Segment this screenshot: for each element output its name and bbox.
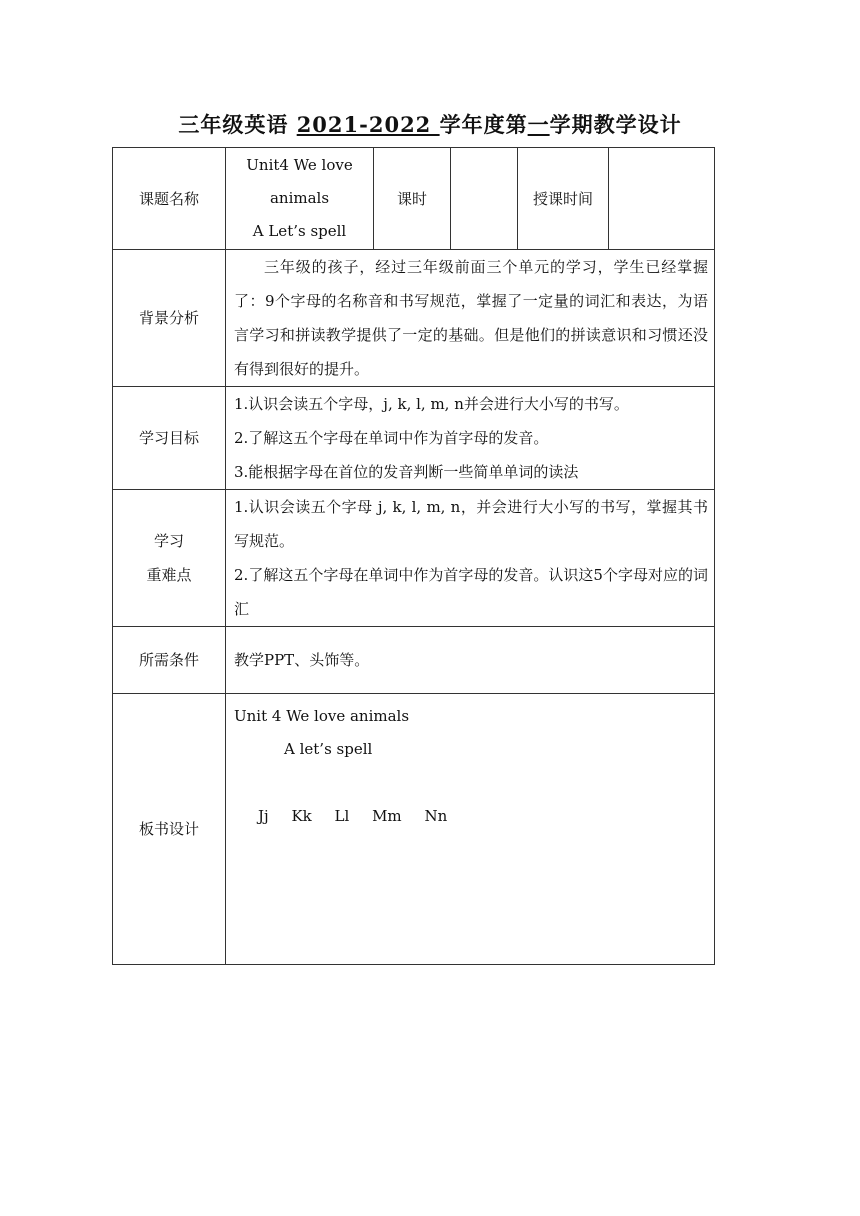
board-letter: Jj — [258, 807, 269, 825]
board-letter: Kk — [291, 807, 312, 825]
board-label: 板书设计 — [113, 694, 226, 965]
time-label: 授课时间 — [518, 148, 609, 250]
title-suffix-b: 学期教学设计 — [549, 112, 682, 137]
topic-label: 课题名称 — [113, 148, 226, 250]
background-label: 背景分析 — [113, 250, 226, 387]
goals-label: 学习目标 — [113, 387, 226, 490]
board-letter: Mm — [372, 807, 402, 825]
title-semester-number: 一 — [527, 112, 550, 137]
difficulty-item: 2.了解这五个字母在单词中作为首字母的发音。认识这5个字母对应的词汇 — [234, 566, 708, 618]
row-background — [113, 250, 715, 387]
background-text-cell — [226, 250, 715, 387]
lesson-plan-table — [112, 147, 715, 965]
title-suffix-a: 学年度第 — [439, 112, 528, 137]
board-letter: Ll — [334, 807, 350, 825]
materials-label: 所需条件 — [113, 627, 226, 694]
topic-line-2: animals — [269, 189, 330, 207]
difficulties-label-line-2: 重难点 — [146, 566, 192, 584]
board-line-2: A let’s spell — [284, 740, 373, 758]
difficulties-list — [226, 490, 715, 627]
board-design — [226, 694, 715, 965]
time-value — [609, 148, 715, 250]
topic-value — [226, 148, 374, 250]
board-letters — [234, 800, 706, 833]
goal-item: 1.认识会读五个字母，j, k, l, m, n并会进行大小写的书写。 — [234, 395, 629, 413]
goal-item: 2.了解这五个字母在单词中作为首字母的发音。 — [234, 429, 549, 447]
row-goals — [113, 387, 715, 490]
row-topic — [113, 148, 715, 250]
difficulties-label — [113, 490, 226, 627]
page-title — [0, 110, 860, 140]
title-years: 2021-2022 — [296, 112, 440, 137]
goals-list — [226, 387, 715, 490]
board-line-1: Unit 4 We love animals — [234, 707, 410, 725]
goal-item: 3.能根据字母在首位的发音判断一些简单单词的读法 — [234, 463, 579, 481]
materials-text: 教学PPT、头饰等。 — [226, 627, 715, 694]
topic-line-1: Unit4 We love — [246, 156, 353, 174]
row-difficulties — [113, 490, 715, 627]
difficulty-item: 1.认识会读五个字母 j, k, l, m, n，并会进行大小写的书写，掌握其书写规范。 — [234, 498, 708, 550]
row-board — [113, 694, 715, 965]
board-letter: Nn — [424, 807, 448, 825]
row-materials — [113, 627, 715, 694]
period-value — [451, 148, 518, 250]
title-prefix: 三年级英语 — [178, 112, 297, 137]
period-label: 课时 — [374, 148, 451, 250]
difficulties-label-line-1: 学习 — [153, 532, 184, 550]
topic-line-3: A Let’s spell — [252, 222, 347, 240]
background-text: 三年级的孩子，经过三年级前面三个单元的学习，学生已经掌握了：9个字母的名称音和书写规范，掌握了一定量的词汇和表达，为语言学习和拼读教学提供了一定的基础。但是他们的拼读意识和习惯还没有得到很好的提升。 — [234, 258, 708, 378]
